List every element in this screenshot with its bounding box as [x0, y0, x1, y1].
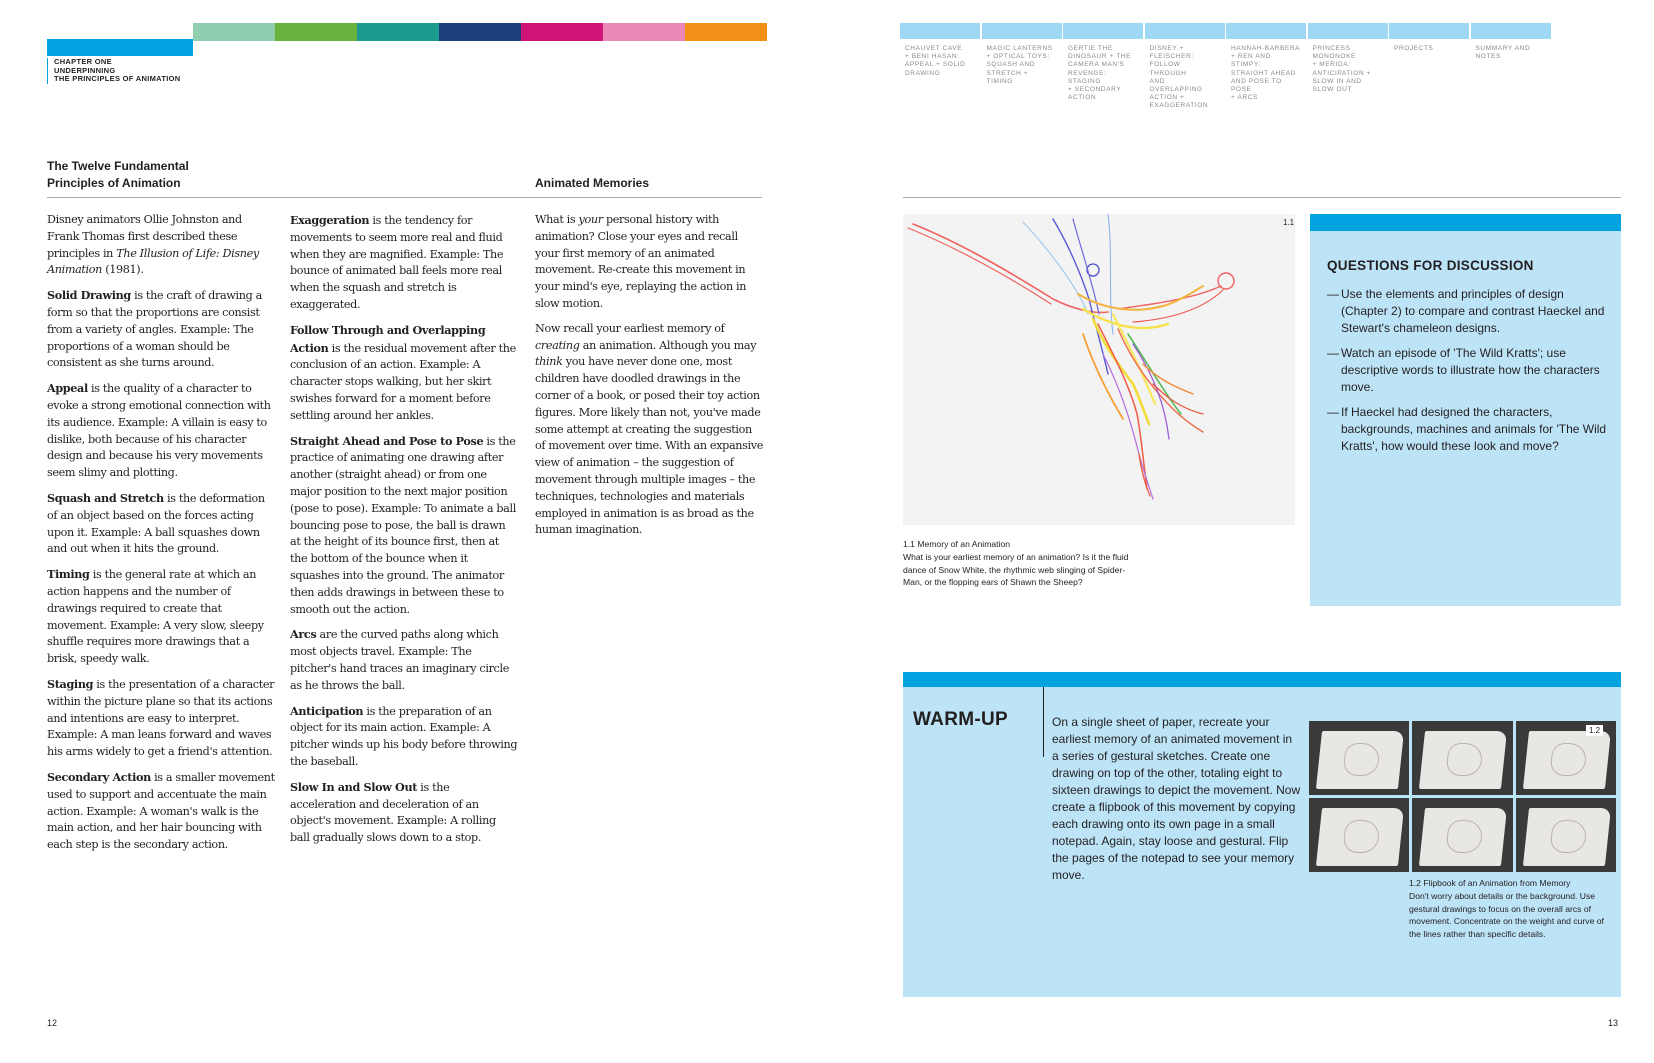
nav-item[interactable]	[900, 23, 980, 111]
nav-item-bar	[1471, 23, 1551, 39]
flipbook-photo	[1516, 798, 1616, 872]
principle-arcs: Arcs are the curved paths along which most objects travel. Example: The pitcher's hand traces an imaginary circle as he throws the ball.	[290, 627, 509, 692]
figure-1-2-flipbook-photos	[1309, 721, 1616, 872]
figure-1-2-number: 1.2	[1586, 725, 1603, 736]
intro-paragraph: Disney animators Ollie Johnston and Frank Thomas first described these principles in The Illusion of Life: Disney Animation (1981).	[47, 213, 259, 277]
flipbook-photo	[1309, 798, 1409, 872]
principle-squash-stretch: Squash and Stretch is the deformation of an object based on the forces acting upon it. Example: A ball squashes down and out when it hits the ground.	[47, 490, 265, 556]
question-text: Watch an episode of 'The Wild Kratts'; use descriptive words to illustrate how the characters move.	[1341, 346, 1600, 394]
question-dash: —	[1327, 346, 1339, 360]
principle-timing: Timing is the general rate at which an action happens and the number of drawings required to create that movement. Example: A very slow, sleepy shuffle requires more drawings that a brisk, speedy walk.	[47, 567, 264, 666]
chapter-label-line: UNDERPINNING	[54, 65, 116, 75]
nav-item-label: DISNEY + FLEISCHER: FOLLOW THROUGH AND OVERLAPPING ACTION + EXAGGERATION	[1149, 45, 1209, 110]
principle-straight-ahead: Straight Ahead and Pose to Pose is the practice of animating one drawing after another (straight ahead) or from one major position to the next major position (pose to pose). Example: To animate a ball bouncing pose to pose, the ball is drawn at the height of its bounce first, then at the bottom of the bounce when it squashes into the ground. The animator then adds drawings in between these to smooth out the action.	[290, 433, 516, 616]
nav-item-bar	[982, 23, 1062, 39]
question-item	[1327, 345, 1612, 396]
right-heading-rule	[903, 197, 1621, 198]
warm-up-title: WARM-UP	[913, 709, 1008, 730]
question-text: If Haeckel had designed the characters, backgrounds, machines and animals for 'The Wild Kratts', how would these look and move?	[1341, 405, 1607, 453]
principle-follow-through: Follow Through and Overlapping Action is the residual movement after the conclusion of an action. Example: A character stops walking, but her skirt swishes forward for a moment before settling around her ankles.	[290, 322, 516, 422]
principle-exaggeration: Exaggeration is the tendency for movements to seem more real and fluid when they are magnified. Example: The bounce of animated ball feels more real when the squash and stretch is exaggerated.	[290, 213, 504, 311]
questions-for-discussion-box	[1310, 214, 1621, 606]
warm-up-text: On a single sheet of paper, recreate your earliest memory of an animated movement in a series of gestural sketches. Create one drawing on top of the other, totaling eight to sixteen drawings to depict the movement. Now create a flipbook of this movement by copying each drawing onto its own page in a small notepad. Again, stay loose and gestural. Flip the pages of the notepad to see your memory move.	[1052, 715, 1301, 882]
flipbook-photo	[1412, 798, 1512, 872]
principle-slow-in-out: Slow In and Slow Out is the acceleration and deceleration of an object's movement. Example: A rolling ball gradually slows down to a stop.	[290, 779, 496, 845]
figure-1-2-caption	[1409, 877, 1609, 941]
child-drawing-illustration	[903, 214, 1295, 525]
principle-appeal: Appeal is the quality of a character to evoke a strong emotional connection with its audience. Example: A villain is easy to dislike, both because of his character design and because his very movements seem slimy and plotting.	[47, 381, 271, 480]
nav-item[interactable]	[982, 23, 1062, 111]
nav-item-bar	[1226, 23, 1306, 39]
flipbook-photo	[1412, 721, 1512, 795]
principles-heading-line: Principles of Animation	[47, 176, 181, 190]
warm-up-divider	[1043, 687, 1044, 757]
figure-1-2-caption-title: 1.2 Flipbook of an Animation from Memory	[1409, 878, 1571, 888]
nav-item[interactable]	[1063, 23, 1143, 111]
chapter-label-line: THE PRINCIPLES OF ANIMATION	[54, 74, 181, 83]
page-number-left: 12	[47, 1018, 58, 1028]
nav-item[interactable]	[1145, 23, 1225, 111]
nav-item[interactable]	[1308, 23, 1388, 111]
warm-up-box	[903, 672, 1621, 997]
memories-paragraph-1: What is your personal history with animation? Close your eyes and recall your first memory of an animated movement. Re-create this movement in your mind's eye, replaying the action in slow motion.	[535, 213, 747, 310]
nav-item-bar	[1063, 23, 1143, 39]
nav-item-label: GERTIE THE DINOSAUR + THE CAMERA MAN'S REVENGE: STAGING + SECONDARY ACTION	[1068, 45, 1131, 102]
nav-item[interactable]	[1389, 23, 1469, 111]
nav-item-label: CHAUVET CAVE + BENI HASAN: APPEAL + SOLID DRAWING	[905, 45, 966, 77]
chapter-label-line: CHAPTER ONE	[54, 57, 112, 66]
principles-heading-line: The Twelve Fundamental	[47, 159, 189, 173]
questions-list	[1327, 286, 1612, 463]
flipbook-photo	[1309, 721, 1409, 795]
figure-1-2-caption-body: Don't worry about details or the background. Use gestural drawings to focus on the overall arcs of movement. Concentrate on the weight and curve of the lines rather than specific details.	[1409, 890, 1604, 940]
memories-paragraph-2: Now recall your earliest memory of creating an animation. Although you may think you have never done one, most children have doodled drawings in the corner of a book, or posed their toy action figures. More likely than not, you've made some attempt at creating the suggestion of movement over time. With an expansive view of animation – the suggestion of movement through multiple images – the techniques, technologies and materials employed in animation is as broad as the human imagination.	[535, 321, 763, 537]
question-text: Use the elements and principles of design (Chapter 2) to compare and contrast Haeckel and Stewart's chameleon designs.	[1341, 287, 1605, 335]
page-number-right: 13	[1608, 1018, 1619, 1028]
principle-solid-drawing: Solid Drawing is the craft of drawing a form so that the proportions are consist from a variety of angles. Example: The proportions of a woman should be consistent as she turns around.	[47, 288, 262, 370]
figure-1-1-child-drawing	[903, 214, 1295, 525]
nav-item-label: MAGIC LANTERNS + OPTICAL TOYS: SQUASH AND STRETCH + TIMING	[986, 45, 1053, 85]
nav-item[interactable]	[1471, 23, 1551, 111]
nav-item-bar	[1308, 23, 1388, 39]
question-item	[1327, 404, 1612, 455]
principle-anticipation: Anticipation is the preparation of an object for its main action. Example: A pitcher winds up his body before throwing the baseball.	[290, 703, 518, 768]
figure-1-1-number: 1.1	[1283, 218, 1295, 227]
nav-item-label: PROJECTS	[1394, 45, 1434, 52]
nav-item-bar	[1145, 23, 1225, 39]
nav-item-bar	[900, 23, 980, 39]
figure-1-1-caption-body: What is your earliest memory of an animation? Is it the fluid dance of Snow White, the rhythmic web slinging of Spider-Man, or the flopping ears of Shawn the Sheep?	[903, 551, 1129, 588]
nav-item[interactable]	[1226, 23, 1306, 111]
nav-item-label: PRINCESS MONONOKE + MERIDA: ANTICIPATION + SLOW IN AND SLOW OUT	[1312, 45, 1372, 94]
nav-item-label: HANNAH-BARBERA + REN AND STIMPY: STRAIGHT AHEAD AND POSE TO POSE + ARCS	[1231, 45, 1301, 102]
memories-heading: Animated Memories	[535, 176, 650, 190]
question-dash: —	[1327, 287, 1339, 301]
figure-1-1-caption	[903, 538, 1143, 589]
chapter-nav	[900, 23, 1552, 111]
principle-secondary-action: Secondary Action is a smaller movement used to support and accentuate the main action. Example: A woman's walk is the main action, and her hair bouncing with each step is the secondary action.	[47, 769, 275, 852]
principle-staging: Staging is the presentation of a character within the picture plane so that its actions and intentions are easy to interpret. Example: A man leans forward and waves his arms widely to get a friend's attention.	[47, 676, 275, 759]
question-dash: —	[1327, 405, 1339, 419]
question-item	[1327, 286, 1612, 337]
nav-item-label: SUMMARY AND NOTES	[1475, 45, 1531, 61]
questions-title: QUESTIONS FOR DISCUSSION	[1327, 258, 1534, 273]
figure-1-1-caption-title: 1.1 Memory of an Animation	[903, 539, 1010, 549]
nav-item-bar	[1389, 23, 1469, 39]
